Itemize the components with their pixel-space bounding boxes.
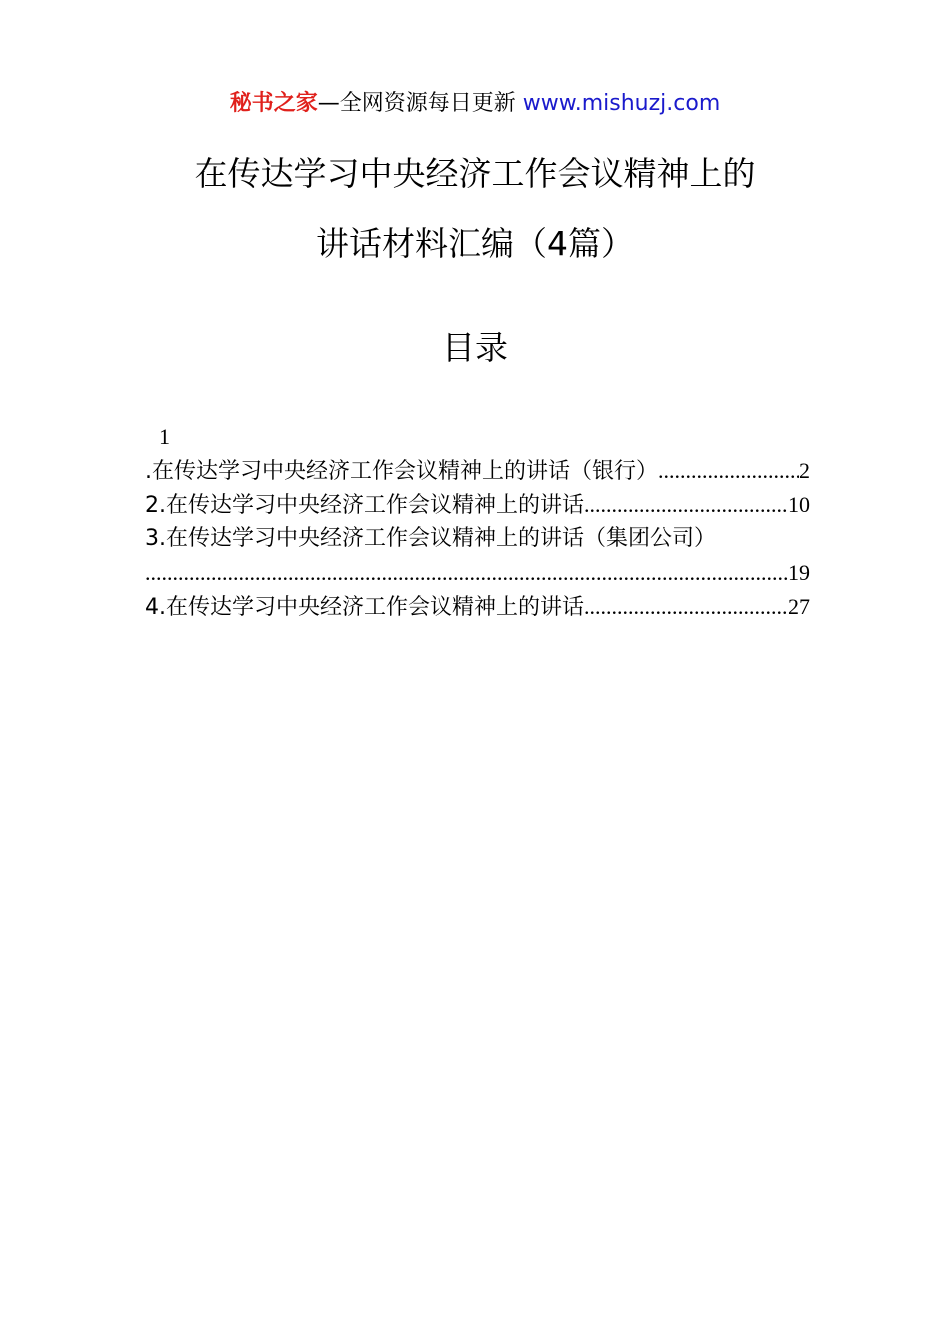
document-title-line-2: 讲话材料汇编（4篇） bbox=[316, 224, 634, 263]
toc-dot-leader bbox=[658, 454, 799, 488]
table-of-contents bbox=[145, 420, 810, 624]
document-title-line-1: 在传达学习中央经济工作会议精神上的 bbox=[194, 154, 756, 193]
toc-entry-2[interactable] bbox=[145, 488, 810, 522]
toc-heading: 目录 bbox=[442, 328, 508, 367]
toc-dot-leader bbox=[584, 488, 788, 522]
banner-slogan: —全网资源每日更新 bbox=[317, 91, 523, 116]
site-banner bbox=[0, 88, 950, 120]
toc-dot-leader bbox=[145, 556, 788, 590]
toc-page-number: 27 bbox=[788, 594, 810, 619]
toc-entry-3-continuation[interactable] bbox=[145, 556, 810, 590]
toc-entry-1[interactable] bbox=[145, 454, 810, 488]
toc-page-number: 19 bbox=[788, 560, 810, 585]
brand-name: 秘书之家 bbox=[229, 91, 318, 116]
toc-entry-text: 2.在传达学习中央经济工作会议精神上的讲话 bbox=[145, 493, 584, 518]
site-url-link[interactable]: www.mishuzj.com bbox=[522, 91, 721, 116]
toc-page-number: 10 bbox=[788, 492, 810, 517]
toc-entry-3[interactable] bbox=[145, 522, 810, 556]
toc-entry-text: 3.在传达学习中央经济工作会议精神上的讲话（集团公司） bbox=[145, 526, 716, 551]
toc-page-number: 2 bbox=[799, 458, 810, 483]
toc-entry-text: 4.在传达学习中央经济工作会议精神上的讲话 bbox=[145, 595, 584, 620]
toc-lone-number: 1 bbox=[159, 424, 170, 449]
toc-dot-leader bbox=[584, 590, 788, 624]
toc-entry-4[interactable] bbox=[145, 590, 810, 624]
toc-entry-text: .在传达学习中央经济工作会议精神上的讲话（银行） bbox=[145, 459, 658, 484]
